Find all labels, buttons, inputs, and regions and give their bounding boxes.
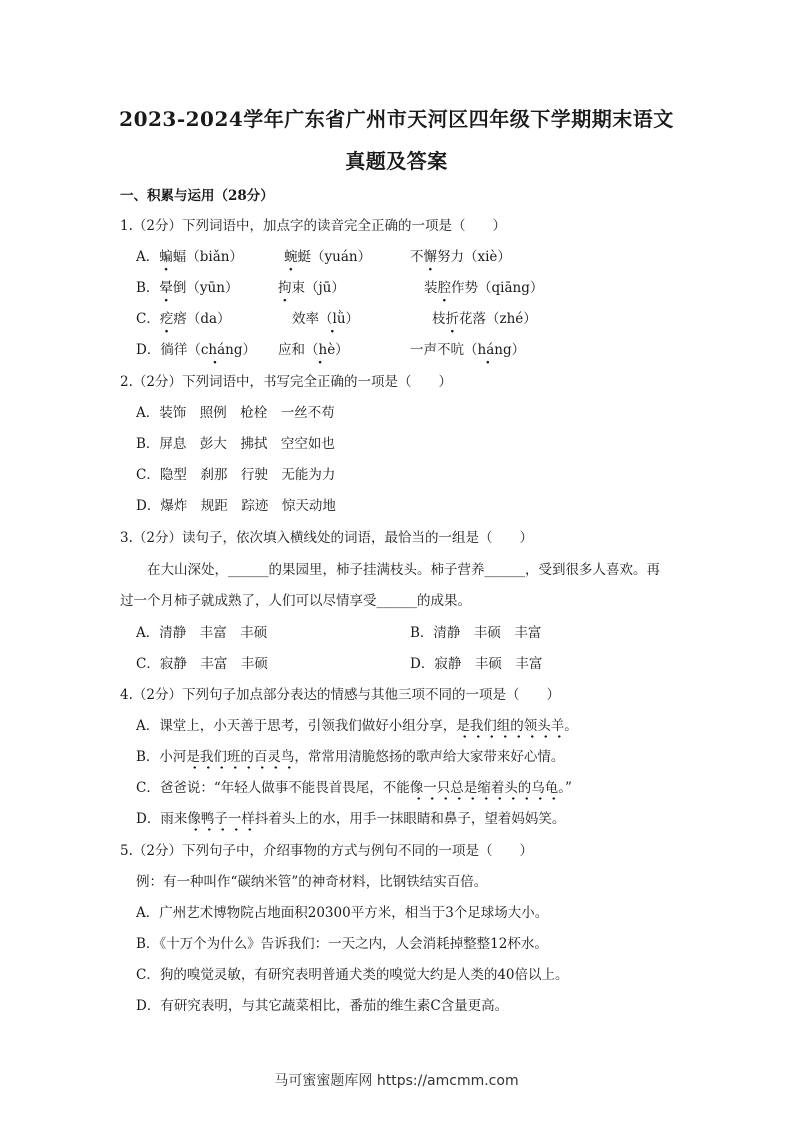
q3-passage-line1: 在大山深处，______的果园里，柿子挂满枝头。柿子营养______，受到很多人喜欢。再 xyxy=(147,562,660,578)
q2-option-c: C．隐型 刹那 行驶 无能为力 xyxy=(136,467,336,483)
q4-c-emphasis: 像一只总是缩着头的乌龟 xyxy=(410,780,559,801)
q2-option-b: B．屏息 彭大 拂拭 空空如也 xyxy=(136,436,335,452)
page-title: 2023-2024学年广东省广州市天河区四年级下学期期末语文 xyxy=(119,107,674,131)
q4-option-a: A．课堂上，小天善于思考，引领我们做好小组分享，是我们组的领头羊。 xyxy=(136,716,578,736)
q1-option-b-word3: 装腔作势（qiāng） xyxy=(424,280,544,296)
question-3-stem: 3.（2分）读句子，依次填入横线处的词语，最恰当的一组是（ ） xyxy=(120,530,533,546)
page-title-line2: 真题及答案 xyxy=(345,149,448,173)
q5-option-d: D．有研究表明，与其它蔬菜相比，番茄的维生素C含量更高。 xyxy=(136,998,509,1014)
q3-option-a: A．清静 丰富 丰硕 xyxy=(136,625,268,641)
question-5-stem: 5.（2分）下列句子中，介绍事物的方式与例句不同的一项是（ ） xyxy=(120,843,533,859)
q4-b-emphasis: 是我们班的百灵鸟 xyxy=(186,749,294,770)
q4-d-emphasis: 像鸭子一样 xyxy=(187,811,255,832)
q5-option-c: C．狗的嗅觉灵敏，有研究表明普通犬类的嗅觉大约是人类的40倍以上。 xyxy=(136,967,569,983)
q5-example: 例：有一种叫作“碳纳米管”的神奇材料，比钢铁结实百倍。 xyxy=(136,874,488,890)
q4-option-c: C．爸爸说：“年轻人做事不能畏首畏尾，不能像一只总是缩着头的乌龟。” xyxy=(136,778,572,798)
q5-option-b: B．《十万个为什么》告诉我们：一天之内，人会消耗掉整整12杯水。 xyxy=(136,936,548,952)
q4-option-b: B．小河是我们班的百灵鸟，常常用清脆悠扬的歌声给大家带来好心情。 xyxy=(136,747,564,767)
question-2-stem: 2.（2分）下列词语中，书写完全正确的一项是（ ） xyxy=(120,374,452,390)
q1-option-b-word2: 拘束（jū） xyxy=(278,280,345,296)
q1-option-a: A．蝙蝠（biǎn） xyxy=(136,249,243,265)
q1-option-d-word2: 应和（hè） · xyxy=(278,340,349,360)
question-4-stem: 4.（2分）下列句子加点部分表达的情感与其他三项不同的一项是（ ） xyxy=(120,687,560,703)
q1-option-c-word3: 枝折花落（zhé） xyxy=(432,311,537,327)
q3-option-c: C．寂静 丰富 丰硕 xyxy=(136,656,268,672)
q1-option-a-word2: 蜿蜓（yuán） xyxy=(284,249,372,265)
q1-option-c: C．疙瘩（da） xyxy=(136,311,231,327)
q3-passage-line2: 过一个月柿子就成熟了，人们可以尽情享受______的成果。 xyxy=(120,593,471,609)
q1-option-b: B．晕倒（yūn） xyxy=(136,280,239,296)
q2-option-a: A．装饰 照例 枪栓 一丝不苟 xyxy=(136,405,335,421)
q1-option-d-word3: 一声不吭（háng） · xyxy=(410,340,525,360)
q1-option-d: D．徜徉（cháng） · xyxy=(136,340,256,360)
q4-option-d: D．雨来像鸭子一样抖着头上的水，用手一抹眼睛和鼻子，望着妈妈笑。 xyxy=(136,809,565,829)
q3-option-b: B．清静 丰硕 丰富 xyxy=(410,625,542,641)
site-footer: 马可蜜蜜题库网 https://amcmm.com xyxy=(274,1073,519,1089)
q1-option-c-word2: 效率（lǜ） · xyxy=(292,309,359,329)
section-heading: 一、积累与运用（28分） xyxy=(120,188,274,204)
question-1-stem: 1.（2分）下列词语中，加点字的读音完全正确的一项是（ ） xyxy=(120,218,506,234)
q2-option-d: D．爆炸 规距 踪迹 惊天动地 xyxy=(136,498,336,514)
q5-option-a: A．广州艺术博物院占地面积20300平方米，相当于3个足球场大小。 xyxy=(136,905,549,921)
q1-option-a-word3: 不懈努力（xiè） xyxy=(410,249,511,265)
q4-a-emphasis: 是我们组的领头羊 xyxy=(456,718,564,739)
q3-option-d: D．寂静 丰硕 丰富 xyxy=(410,656,543,672)
